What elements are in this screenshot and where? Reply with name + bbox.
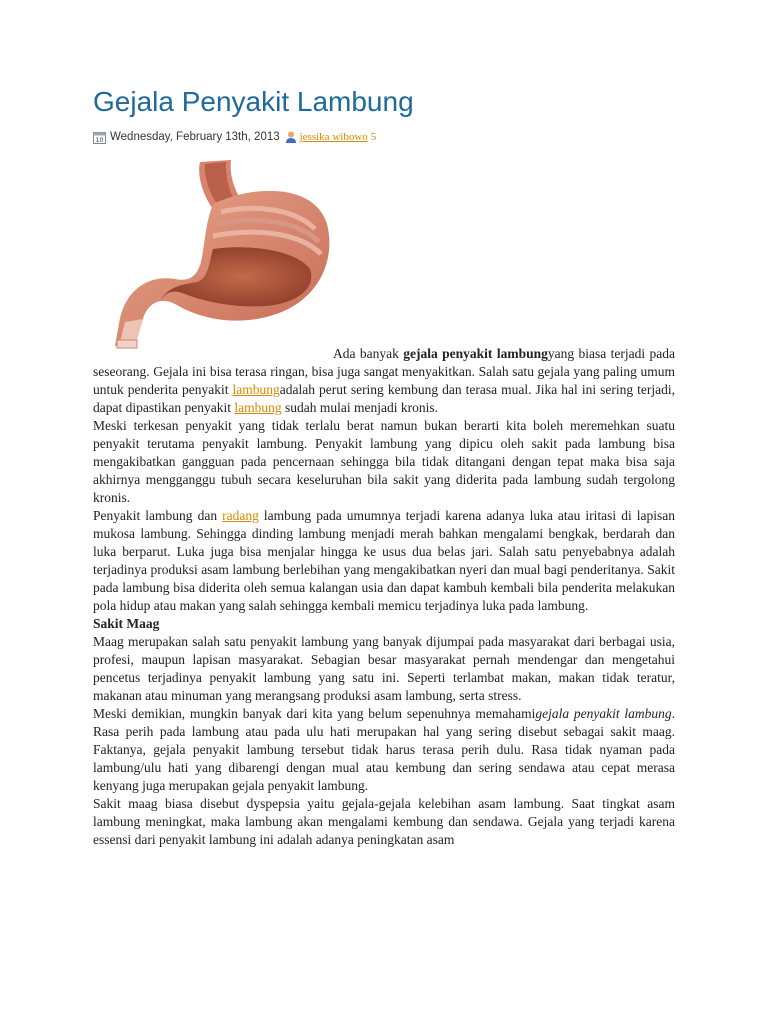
p1-text-b: yang biasa terjadi pada seseorang. Gejala ini bisa terasa ringan, bisa juga sangat menyakitkan. Salah satu gejala yang paling umum untuk penderita penyakit [93, 346, 675, 397]
p3-text-a: Penyakit lambung dan [93, 508, 223, 523]
lambung-link-1[interactable]: lambung [232, 382, 280, 397]
radang-link[interactable]: radang [222, 508, 259, 523]
post-date: Wednesday, February 13th, 2013 [110, 131, 280, 143]
p1-bold-keyword: gejala penyakit lambung [403, 346, 548, 361]
article-title: Gejala Penyakit Lambung [93, 86, 414, 117]
lambung-link-2[interactable]: lambung [234, 400, 282, 415]
p5-text-a: Meski demikian, mungkin banyak dari kita yang belum sepenuhnya memahami [93, 706, 536, 721]
p1-text-a: Ada banyak [333, 346, 404, 361]
p1-text-c: adalah perut sering kembung dan terasa mual. Jika hal ini sering terjadi, dapat dipastikan penyakit [93, 382, 675, 415]
section-heading: Sakit Maag [93, 616, 160, 631]
svg-text:10: 10 [95, 136, 104, 144]
p3-text-b: lambung pada umumnya terjadi karena adanya luka atau iritasi di lapisan mukosa lambung. Sehingga dinding lambung menjadi merah bahkan mengalami bengkak, berdarah dan luka berparut. Luka juga bisa menjalar hingga ke usus dua belas jari. Salah satu penyebabnya adalah terjadinya produksi asam lambung berlebihan yang mengakibatkan nyeri dan mual bagi penderitanya. Sakit pada lambung bisa diderita oleh semua kalangan usia dan dapat kambuh kembali bila penderita melakukan pola hidup atau makan yang salah sehingga kembali memicu terjadinya luka pada lambung. [93, 508, 675, 613]
paragraph-3 [93, 507, 675, 615]
post-meta [93, 129, 376, 145]
paragraph-1 [93, 345, 675, 417]
user-icon [284, 130, 298, 144]
calendar-icon [93, 131, 106, 144]
paragraph-2: Meski terkesan penyakit yang tidak terlalu berat namun bukan berarti kita boleh meremehkan suatu penyakit terutama penyakit lambung. Penyakit lambung yang dipicu oleh sakit pada lambung bisa mengakibatkan gangguan pada pencernaan sehingga bila tidak ditangani dengan tepat maka bisa saja akhirnya mengganggu tubuh secara keseluruhan bila sakit yang diderita pada lambung sudah tergolong kronis. [93, 418, 675, 505]
paragraph-4: Maag merupakan salah satu penyakit lambung yang banyak dijumpai pada masyarakat dari berbagai usia, profesi, maupun lapisan masyarakat. Sebagian besar masyarakat pernah mendengar dan mengetahui pencetus terjadinya penyakit lambung yang satu ini. Seperti terlambat makan, makan tidak teratur, makanan atau minuman yang merangsang produksi asam lambung, serta stress. [93, 634, 675, 703]
stomach-illustration [105, 154, 335, 354]
p1-text-d: sudah mulai menjadi kronis. [281, 400, 438, 415]
author-link[interactable]: jessika wibowo [299, 131, 368, 143]
article-body [93, 345, 675, 849]
comment-count[interactable]: 5 [370, 131, 377, 143]
paragraph-6: Sakit maag biasa disebut dyspepsia yaitu gejala-gejala kelebihan asam lambung. Saat tingkat asam lambung meningkat, maka lambung akan mengalami kembung dan sendawa. Gejala yang terjadi karena essensi dari penyakit lambung ini adalah adanya peningkatan asam [93, 796, 675, 847]
p5-italic-keyword: gejala penyakit lambung [535, 706, 672, 721]
paragraph-5 [93, 705, 675, 795]
p5-text-b: . Rasa perih pada lambung atau pada ulu hati merupakan hal yang sering disebut sebagai sakit maag. Faktanya, gejala penyakit lambung tersebut tidak harus terasa perih dulu. Rasa tidak nyaman pada lambung/ulu hati yang dibarengi dengan mual atau kembung dan sering sendawa atau cepat merasa kenyang juga merupakan gejala penyakit lambung. [93, 706, 675, 793]
